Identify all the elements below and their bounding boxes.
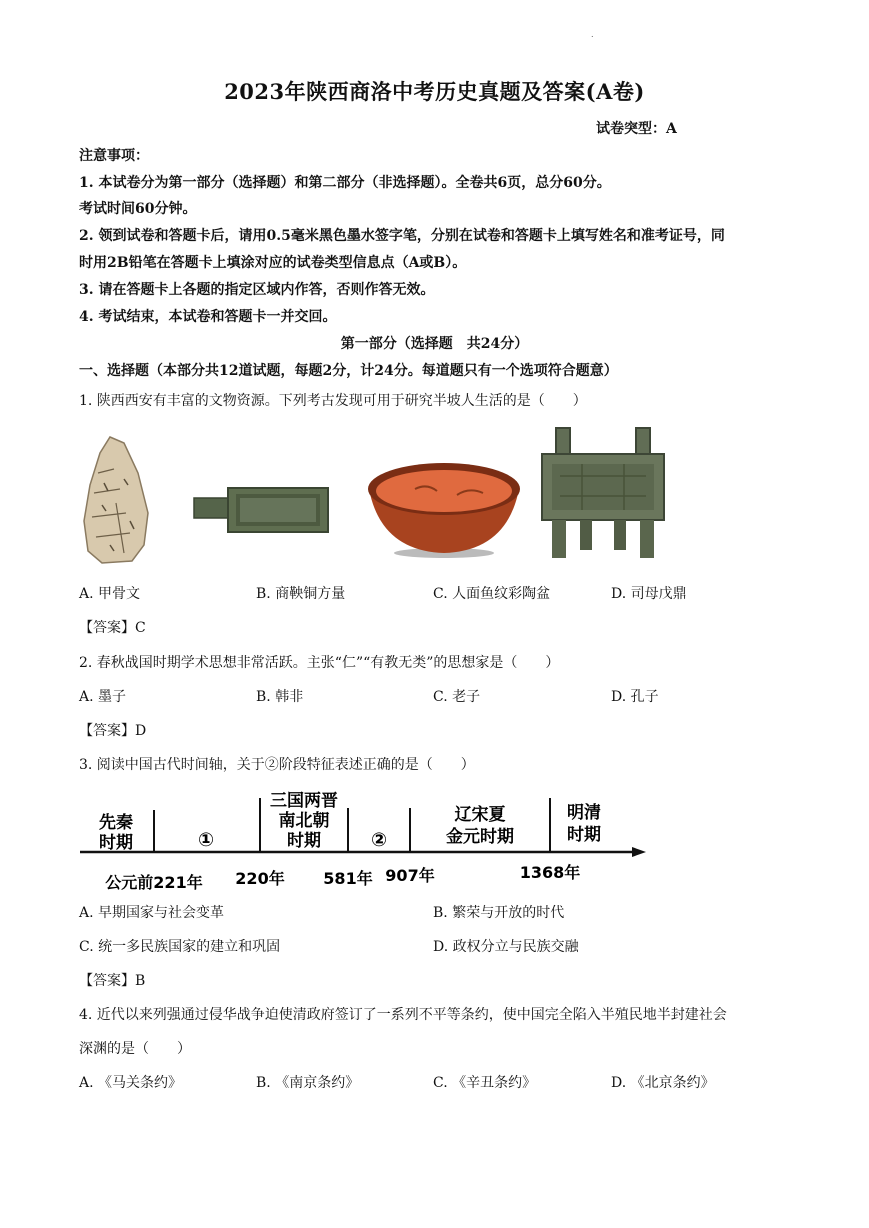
note-item: 考试时间60分钟。 [79, 201, 197, 217]
question-4-stem: 4. 近代以来列强通过侵华战争迫使清政府签订了一系列不平等条约，使中国完全陷入半殖民地半封建社会 [79, 1007, 727, 1023]
date-label: 581年 [323, 869, 373, 888]
date-label: 1368年 [519, 863, 581, 882]
timeline-arrow [632, 847, 646, 857]
timeline-diagram [80, 788, 646, 892]
q2-option-b[interactable]: B. 韩非 [256, 689, 304, 705]
q3-option-a[interactable]: A. 早期国家与社会变革 [79, 905, 225, 921]
period-marker-2: ② [370, 829, 388, 851]
notes-heading: 注意事项： [79, 148, 149, 164]
date-label: 220年 [235, 869, 285, 888]
period-marker-1: ① [197, 829, 215, 851]
question-2-stem: 2. 春秋战国时期学术思想非常活跃。主张“仁”“有教无类”的思想家是（ ） [79, 655, 560, 671]
q3-option-d[interactable]: D. 政权分立与民族交融 [433, 939, 579, 955]
period-label: 明清 [567, 803, 601, 823]
period-label: 辽宋夏 [454, 805, 506, 825]
simuwu-ding-image [540, 426, 666, 562]
period-label: 三国两晋 [270, 791, 338, 811]
note-item: 1. 本试卷分为第一部分（选择题）和第二部分（非选择题）。全卷共6页，总分60分。 [79, 175, 611, 191]
question-3-stem: 3. 阅读中国古代时间轴，关于②阶段特征表述正确的是（ ） [79, 757, 475, 773]
q2-option-a[interactable]: A. 墨子 [79, 689, 127, 705]
q4-option-d[interactable]: D. 《北京条约》 [611, 1075, 715, 1091]
date-label: 公元前221年 [105, 873, 203, 892]
note-item: 时用2B铅笔在答题卡上填涂对应的试卷类型信息点（A或B）。 [79, 255, 467, 271]
period-label: 时期 [567, 825, 601, 845]
note-item: 4. 考试结束，本试卷和答题卡一并交回。 [79, 309, 337, 325]
q1-option-a[interactable]: A. 甲骨文 [79, 586, 141, 602]
q2-option-d[interactable]: D. 孔子 [611, 689, 659, 705]
date-label: 907年 [385, 866, 435, 885]
period-label: 时期 [287, 831, 321, 851]
period-label: 先秦 [99, 813, 133, 833]
section-heading: 一、选择题（本部分共12道试题，每题2分，计24分。每道题只有一个选项符合题意） [79, 363, 618, 379]
painted-pottery-basin-image [365, 459, 523, 559]
period-label: 金元时期 [446, 827, 514, 847]
note-item: 3. 请在答题卡上各题的指定区域内作答，否则作答无效。 [79, 282, 435, 298]
q4-option-c[interactable]: C. 《辛丑条约》 [433, 1075, 537, 1091]
question-4-stem-continued: 深渊的是（ ） [79, 1041, 191, 1057]
q3-option-b[interactable]: B. 繁荣与开放的时代 [433, 905, 565, 921]
oracle-bone-image [80, 433, 152, 565]
q2-answer: 【答案】D [79, 723, 147, 739]
exam-title: 2023年陕西商洛中考历史真题及答案(A卷) [224, 79, 645, 104]
q4-option-a[interactable]: A. 《马关条约》 [79, 1075, 183, 1091]
q1-answer: 【答案】C [79, 620, 146, 636]
q1-option-b[interactable]: B. 商鞅铜方量 [256, 586, 346, 602]
q1-option-c[interactable]: C. 人面鱼纹彩陶盆 [433, 586, 551, 602]
note-item: 2. 领到试卷和答题卡后，请用0.5毫米黑色墨水签字笔，分别在试卷和答题卡上填写姓名和准考证号，同 [79, 228, 725, 244]
q3-answer: 【答案】B [79, 973, 146, 989]
part-heading: 第一部分（选择题 共24分） [340, 336, 529, 352]
q4-option-b[interactable]: B. 《南京条约》 [256, 1075, 360, 1091]
question-1-stem: 1. 陕西西安有丰富的文物资源。下列考古发现可用于研究半坡人生活的是（ ） [79, 393, 587, 409]
q3-option-c[interactable]: C. 统一多民族国家的建立和巩固 [79, 939, 281, 955]
corner-mark: . [591, 30, 594, 39]
q1-option-d[interactable]: D. 司母戊鼎 [611, 586, 687, 602]
q2-option-c[interactable]: C. 老子 [433, 689, 481, 705]
period-label: 南北朝 [278, 811, 330, 831]
paper-type: 试卷突型：A [596, 121, 677, 137]
bronze-measure-image [192, 484, 330, 536]
period-label: 时期 [99, 833, 133, 853]
